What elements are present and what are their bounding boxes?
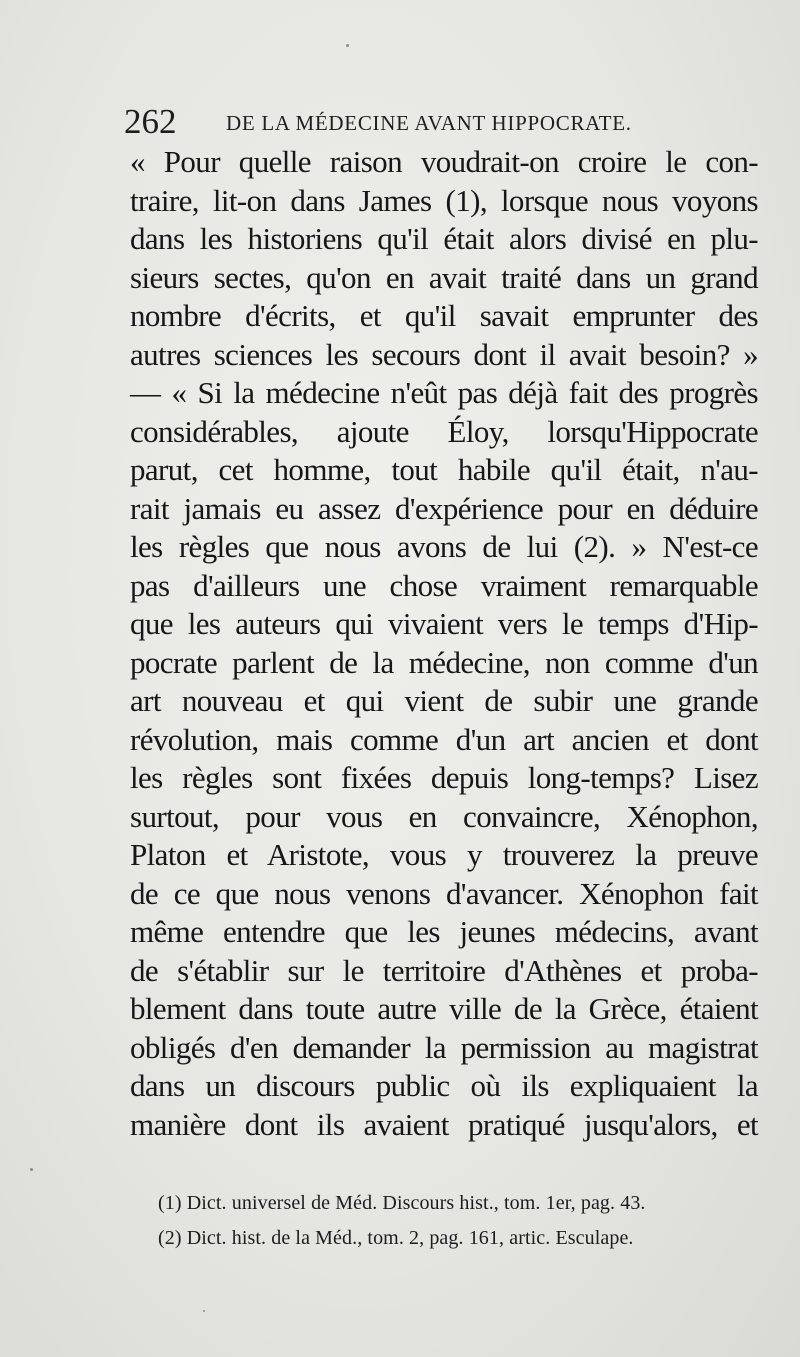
text-line: manière dont ils avaient pratiqué jusqu'alors, et	[130, 1106, 758, 1142]
text-line: « Pour quelle raison voudrait-on croire le con-	[130, 144, 758, 179]
paper-speck	[203, 1310, 205, 1312]
text-line: rait jamais eu assez d'expérience pour en déduire	[130, 490, 758, 526]
text-line: les règles que nous avons de lui (2). » N'est-ce	[130, 529, 758, 564]
footnote-2: (2) Dict. hist. de la Méd., tom. 2, pag. 161, artic. Esculape.	[158, 1227, 634, 1249]
body-text	[130, 143, 758, 1144]
text-line: autres sciences les secours dont il avait besoin? »	[130, 336, 758, 372]
text-line: même entendre que les jeunes médecins, avant	[130, 914, 758, 949]
text-line: Platon et Aristote, vous y trouverez la preuve	[130, 837, 758, 872]
text-line: sieurs sectes, qu'on en avait traité dans un grand	[130, 259, 758, 295]
text-line: art nouveau et qui vient de subir une grande	[130, 683, 758, 718]
text-line: les règles sont fixées depuis long-temps? Lisez	[130, 760, 758, 795]
text-line: — « Si la médecine n'eût pas déjà fait des progrès	[130, 375, 758, 410]
paper-speck	[346, 44, 349, 47]
text-line: que les auteurs qui vivaient vers le temps d'Hip-	[130, 606, 758, 641]
footnotes	[158, 1186, 728, 1256]
footnote-1: (1) Dict. universel de Méd. Discours hist., tom. 1er, pag. 43.	[158, 1192, 646, 1214]
page-header	[124, 100, 684, 144]
text-line: de s'établir sur le territoire d'Athènes et proba-	[130, 952, 758, 988]
text-line: nombre d'écrits, et qu'il savait emprunter des	[130, 298, 758, 333]
text-line: dans les historiens qu'il était alors divisé en plu-	[130, 221, 758, 256]
page-number: 262	[124, 102, 177, 141]
paper-speck	[30, 1168, 33, 1171]
text-line: parut, cet homme, tout habile qu'il était, n'au-	[130, 452, 758, 487]
text-line: pas d'ailleurs une chose vraiment remarquable	[130, 567, 758, 603]
text-line: blement dans toute autre ville de la Grèce, étaient	[130, 991, 758, 1026]
text-line: obligés d'en demander la permission au magistrat	[130, 1029, 758, 1065]
text-line: traire, lit-on dans James (1), lorsque nous voyons	[130, 182, 758, 218]
text-line: surtout, pour vous en convaincre, Xénophon,	[130, 798, 758, 834]
running-title: DE LA MÉDECINE AVANT HIPPOCRATE.	[226, 111, 632, 135]
text-line: pocrate parlent de la médecine, non comme d'un	[130, 644, 758, 680]
text-line: révolution, mais comme d'un art ancien et dont	[130, 721, 758, 757]
text-line: de ce que nous venons d'avancer. Xénophon fait	[130, 875, 758, 911]
text-line: considérables, ajoute Éloy, lorsqu'Hippocrate	[130, 413, 758, 449]
text-line: dans un discours public où ils expliquaient la	[130, 1068, 758, 1103]
